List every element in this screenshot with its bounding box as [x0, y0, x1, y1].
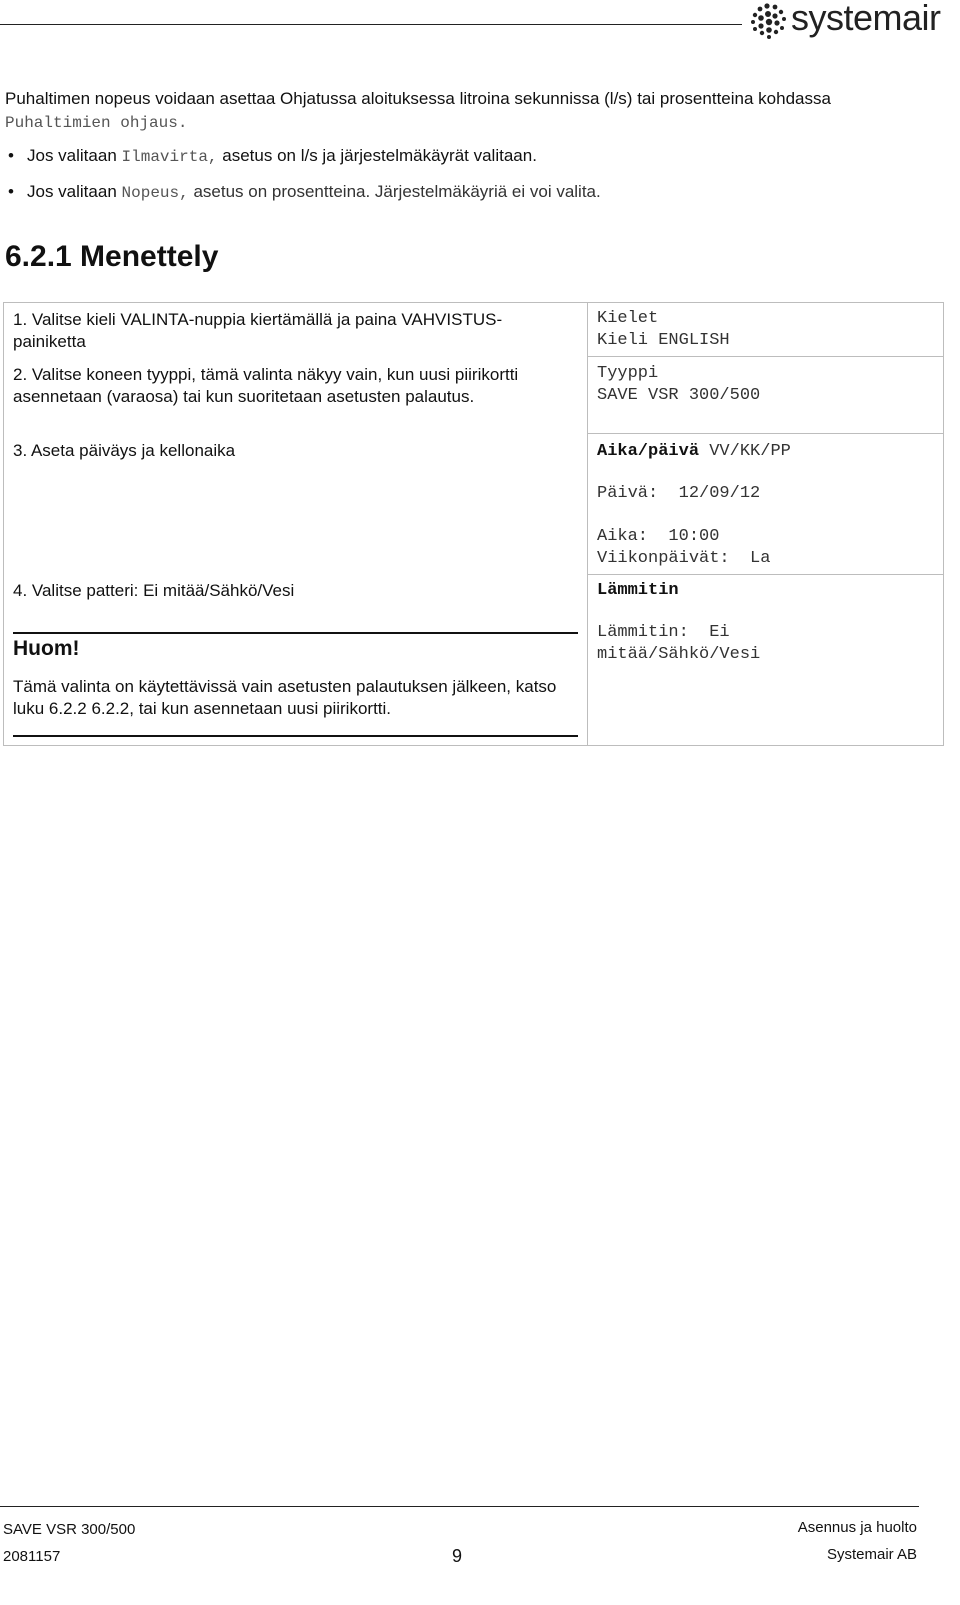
step-4: 4. Valitse patteri: Ei mitää/Sähkö/Vesi [13, 581, 295, 600]
bullet-code: Nopeus, [121, 184, 189, 202]
display-type [597, 363, 760, 407]
note-top-rule [13, 632, 578, 634]
intro-bullets [5, 144, 925, 205]
column-divider [587, 303, 588, 745]
step-2: 2. Valitse koneen tyyppi, tämä valinta näkyy vain, kun uusi piirikortti asennetaan (varaosa) tai kun suoritetaan asetusten palautus. [13, 365, 519, 406]
intro-paragraph [5, 87, 925, 135]
page-number: 9 [452, 1546, 463, 1566]
display-clock [597, 526, 770, 570]
footer-company: Systemair AB [826, 1546, 917, 1563]
display-line: Kieli ENGLISH [597, 331, 730, 350]
intro-paragraph-code: Puhaltimien ohjaus. [5, 114, 188, 132]
header-rule [0, 24, 742, 25]
footer-model: SAVE VSR 300/500 [3, 1521, 136, 1538]
display-line: Kielet [597, 309, 659, 328]
display-heading: Aika/päivä [597, 442, 700, 461]
intro-text [5, 87, 925, 216]
section-title: 6.2.1 Menettely [5, 240, 219, 273]
logo-dots-icon [749, 2, 789, 40]
footer-rule [0, 1506, 919, 1507]
intro-paragraph-text: Puhaltimen nopeus voidaan asettaa Ohjatussa aloituksessa litroina sekunnissa (l/s) tai prosentteina kohdassa [5, 89, 831, 108]
bullet-text: asetus on prosentteina. Järjestelmäkäyriä ei voi valita. [193, 182, 601, 201]
note-bottom-rule [13, 735, 578, 737]
note-text: Tämä valinta on käytettävissä vain asetusten palautuksen jälkeen, katso luku 6.2.2 6.2.2, tai kun asennetaan uusi piirikortti. [13, 677, 557, 718]
footer-manual-title: Asennus ja huolto [797, 1519, 917, 1536]
display-line: SAVE VSR 300/500 [597, 386, 761, 405]
bullet-item [5, 144, 925, 169]
bullet-text: asetus on l/s ja järjestelmäkäyrät valitaan. [222, 146, 537, 165]
display-line: Aika: 10:00 [597, 527, 720, 546]
display-line: Viikonpäivät: La [597, 549, 771, 568]
logo-wordmark: systemair [791, 0, 941, 38]
bullet-item [5, 180, 925, 205]
display-date: Päivä: 12/09/12 [597, 484, 761, 503]
step-1: 1. Valitse kieli VALINTA-nuppia kiertämällä ja paina VAHVISTUS-painiketta [13, 310, 503, 351]
display-heading: Lämmitin [597, 581, 679, 600]
procedure-table [3, 302, 944, 746]
display-heater-heading [597, 580, 679, 602]
display-line: VV/KK/PP [699, 442, 791, 461]
row-divider [587, 433, 943, 434]
row-divider [587, 574, 943, 575]
display-time-heading [597, 441, 791, 463]
note-title: Huom! [13, 637, 80, 660]
display-language [597, 308, 730, 352]
display-line: Lämmitin: Ei [597, 623, 730, 642]
display-line: mitää/Sähkö/Vesi [597, 645, 761, 664]
bullet-text: Jos valitaan [27, 182, 117, 201]
bullet-text: Jos valitaan [27, 146, 117, 165]
systemair-logo [749, 0, 960, 44]
display-line: Tyyppi [597, 364, 659, 383]
bullet-code: Ilmavirta, [121, 148, 218, 166]
display-heater [597, 622, 760, 666]
step-3: 3. Aseta päiväys ja kellonaika [13, 441, 236, 460]
row-divider [587, 356, 943, 357]
footer-doc-number: 2081157 [3, 1548, 61, 1565]
